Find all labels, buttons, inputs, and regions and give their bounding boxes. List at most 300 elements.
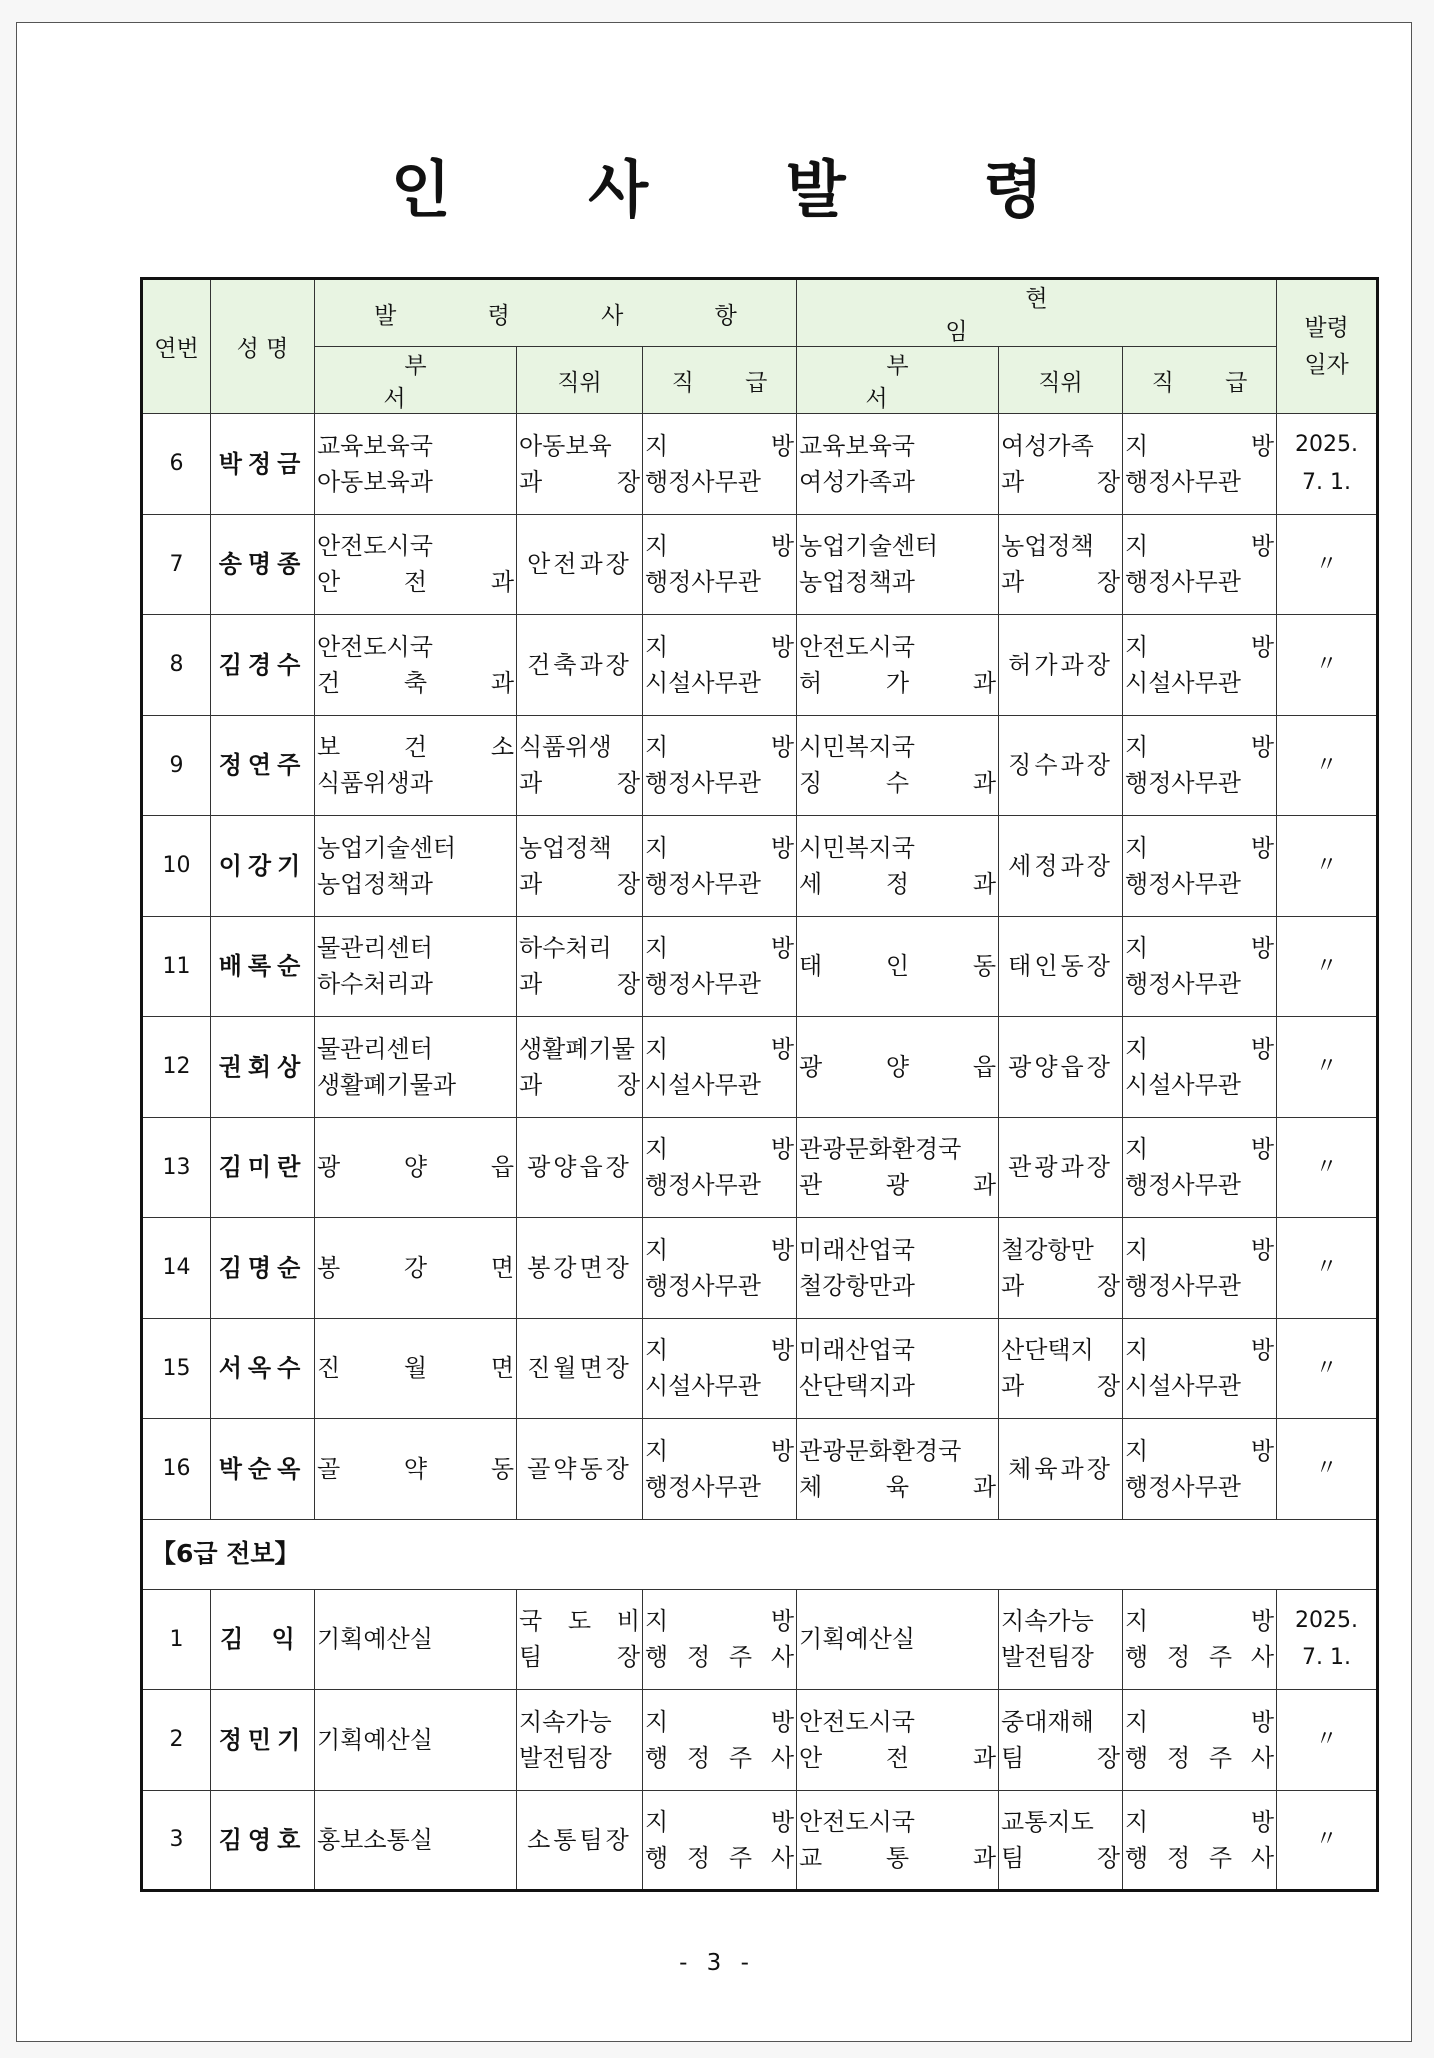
order-dept	[315, 715, 517, 816]
table-row	[142, 414, 1378, 515]
order-position	[517, 414, 643, 515]
order-dept-line: 안 전 과	[317, 568, 514, 597]
current-grade	[1123, 1017, 1277, 1118]
order-date-line: 2025.	[1295, 1607, 1359, 1633]
current-dept	[797, 816, 999, 917]
employee-name: 김명순	[211, 1218, 315, 1319]
current-position-line: 관광과장	[1008, 1153, 1113, 1182]
order-dept-line: 교육보육국	[317, 431, 433, 460]
order-date	[1277, 916, 1378, 1017]
current-position	[999, 715, 1123, 816]
table-row	[142, 1218, 1378, 1319]
order-dept	[315, 1017, 517, 1118]
order-grade-line: 행정사무관	[645, 467, 761, 496]
current-dept-line: 시민복지국	[799, 833, 915, 862]
current-position-line: 팀 장	[1001, 1743, 1121, 1772]
current-grade-line: 지 방	[1125, 1135, 1275, 1164]
order-grade-line: 지 방	[645, 833, 795, 862]
order-grade-line: 행정사무관	[645, 1171, 761, 1200]
current-grade-line: 지 방	[1125, 1336, 1275, 1365]
current-grade-line: 지 방	[1125, 532, 1275, 561]
current-position	[999, 916, 1123, 1017]
order-date-line: 〃	[1315, 652, 1338, 678]
order-position-line: 봉강면장	[527, 1253, 632, 1282]
order-grade	[643, 816, 797, 917]
document-title: 인 사 발 령	[390, 153, 1102, 226]
current-dept-line: 기획예산실	[799, 1625, 915, 1654]
order-position	[517, 514, 643, 615]
order-position-line: 하수처리	[519, 934, 612, 963]
order-position-line: 아동보육	[519, 431, 612, 460]
header-current-dept: 부 서	[797, 347, 999, 414]
employee-name: 송명종	[211, 514, 315, 615]
order-position-line: 발전팀장	[519, 1743, 612, 1772]
current-grade	[1123, 615, 1277, 716]
current-position	[999, 1017, 1123, 1118]
order-dept-line: 기획예산실	[317, 1725, 433, 1754]
current-position-line: 과 장	[1001, 1271, 1121, 1300]
current-grade-line: 행정사무관	[1125, 1472, 1241, 1501]
order-position-line: 국 도 비	[519, 1607, 640, 1636]
current-position	[999, 1218, 1123, 1319]
table-row	[142, 916, 1378, 1017]
employee-name: 박정금	[211, 414, 315, 515]
current-grade	[1123, 1318, 1277, 1419]
order-grade	[643, 715, 797, 816]
order-grade-line: 시설사무관	[645, 1372, 761, 1401]
current-dept-line: 철강항만과	[799, 1271, 915, 1300]
order-dept-line: 식품위생과	[317, 769, 433, 798]
current-grade	[1123, 916, 1277, 1017]
current-position	[999, 615, 1123, 716]
current-grade-line: 행 정 주 사	[1125, 1743, 1275, 1772]
order-dept-line: 안전도시국	[317, 532, 433, 561]
employee-name: 정연주	[211, 715, 315, 816]
order-date-line: 〃	[1315, 1154, 1338, 1180]
order-dept	[315, 1117, 517, 1218]
current-position	[999, 816, 1123, 917]
current-grade-line: 지 방	[1125, 833, 1275, 862]
order-position-line: 소통팀장	[527, 1825, 632, 1854]
row-number: 15	[142, 1318, 211, 1419]
current-position-line: 허가과장	[1008, 650, 1113, 679]
employee-name: 서옥수	[211, 1318, 315, 1419]
order-position-line: 팀 장	[519, 1643, 640, 1672]
current-grade	[1123, 414, 1277, 515]
table-row	[142, 615, 1378, 716]
employee-name: 권회상	[211, 1017, 315, 1118]
order-date-line: 〃	[1315, 1255, 1338, 1281]
order-position-line: 건축과장	[527, 650, 632, 679]
row-number: 3	[142, 1790, 211, 1891]
table-row	[142, 715, 1378, 816]
current-dept	[797, 916, 999, 1017]
order-position-line: 과 장	[519, 1070, 640, 1099]
current-dept	[797, 615, 999, 716]
table-row	[142, 1017, 1378, 1118]
current-dept-line: 태 인 동	[799, 952, 997, 981]
order-position-line: 식품위생	[519, 733, 612, 762]
current-position-line: 여성가족	[1001, 431, 1094, 460]
order-grade-line: 지 방	[645, 431, 795, 460]
section-heading-row	[142, 1519, 1378, 1589]
order-grade-line: 지 방	[645, 1807, 795, 1836]
row-number: 1	[142, 1589, 211, 1690]
order-dept-line: 농업기술센터	[317, 833, 457, 862]
current-dept-line: 안전도시국	[799, 1707, 915, 1736]
order-dept-line: 물관리센터	[317, 934, 433, 963]
order-grade	[643, 1690, 797, 1791]
order-date-line: 〃	[1315, 752, 1338, 778]
current-grade	[1123, 1690, 1277, 1791]
order-dept-line: 홍보소통실	[317, 1825, 433, 1854]
order-grade-line: 행 정 주 사	[645, 1843, 795, 1872]
current-position-line: 과 장	[1001, 568, 1121, 597]
order-grade-line: 행정사무관	[645, 869, 761, 898]
current-grade	[1123, 514, 1277, 615]
order-grade	[643, 916, 797, 1017]
current-grade-line: 지 방	[1125, 1436, 1275, 1465]
current-grade-line: 지 방	[1125, 431, 1275, 460]
order-grade-line: 지 방	[645, 1235, 795, 1264]
current-dept-line: 미래산업국	[799, 1235, 915, 1264]
order-date	[1277, 615, 1378, 716]
current-dept	[797, 1218, 999, 1319]
row-number: 14	[142, 1218, 211, 1319]
order-grade-line: 지 방	[645, 934, 795, 963]
current-dept-line: 체 육 과	[799, 1472, 997, 1501]
current-dept-line: 안전도시국	[799, 632, 915, 661]
header-order-grade: 직 급	[643, 347, 797, 414]
order-date	[1277, 715, 1378, 816]
current-grade-line: 시설사무관	[1125, 1070, 1241, 1099]
order-dept-line: 농업정책과	[317, 869, 433, 898]
order-grade	[643, 1117, 797, 1218]
current-grade-line: 행정사무관	[1125, 467, 1241, 496]
order-date	[1277, 816, 1378, 917]
order-date	[1277, 1017, 1378, 1118]
order-dept	[315, 514, 517, 615]
current-position-line: 광양읍장	[1008, 1052, 1113, 1081]
header-current: 현 임	[797, 279, 1277, 347]
order-date-line: 〃	[1315, 853, 1338, 879]
header-date-line: 일자	[1304, 351, 1349, 378]
order-grade-line: 지 방	[645, 1336, 795, 1365]
order-date-line: 〃	[1315, 1355, 1338, 1381]
order-grade	[643, 1589, 797, 1690]
order-date-line: 〃	[1315, 1727, 1338, 1753]
current-dept-line: 교 통 과	[799, 1843, 997, 1872]
current-dept	[797, 1690, 999, 1791]
order-grade-line: 시설사무관	[645, 668, 761, 697]
order-date-line: 2025.	[1295, 432, 1359, 458]
current-dept-line: 징 수 과	[799, 769, 997, 798]
current-dept-line: 허 가 과	[799, 668, 997, 697]
current-dept-line: 안전도시국	[799, 1807, 915, 1836]
row-number: 7	[142, 514, 211, 615]
order-dept-line: 물관리센터	[317, 1034, 433, 1063]
order-dept-line: 아동보육과	[317, 467, 433, 496]
current-dept-line: 관광문화환경국	[799, 1436, 962, 1465]
order-date	[1277, 514, 1378, 615]
header-date	[1277, 279, 1378, 414]
order-date-line: 7. 1.	[1302, 469, 1352, 495]
current-grade-line: 지 방	[1125, 1235, 1275, 1264]
header-name: 성 명	[211, 279, 315, 414]
current-dept-line: 관 광 과	[799, 1171, 997, 1200]
current-position	[999, 1790, 1123, 1891]
current-position	[999, 414, 1123, 515]
current-grade-line: 행 정 주 사	[1125, 1843, 1275, 1872]
current-position-line: 과 장	[1001, 467, 1121, 496]
order-position	[517, 1589, 643, 1690]
current-dept	[797, 715, 999, 816]
order-dept	[315, 1419, 517, 1520]
order-grade-line: 행 정 주 사	[645, 1643, 795, 1672]
order-grade-line: 지 방	[645, 532, 795, 561]
row-number: 16	[142, 1419, 211, 1520]
order-grade-line: 지 방	[645, 1135, 795, 1164]
order-grade	[643, 414, 797, 515]
header-no: 연번	[142, 279, 211, 414]
order-grade	[643, 1318, 797, 1419]
current-dept	[797, 514, 999, 615]
order-date-line: 〃	[1315, 953, 1338, 979]
current-grade-line: 행 정 주 사	[1125, 1643, 1275, 1672]
current-position-line: 중대재해	[1001, 1707, 1094, 1736]
order-date	[1277, 1218, 1378, 1319]
order-grade	[643, 1790, 797, 1891]
order-position-line: 과 장	[519, 769, 640, 798]
order-position-line: 지속가능	[519, 1707, 612, 1736]
header-order-dept: 부 서	[315, 347, 517, 414]
order-dept-line: 골 약 동	[317, 1454, 514, 1483]
current-grade	[1123, 1790, 1277, 1891]
header-current-position: 직위	[999, 347, 1123, 414]
order-grade-line: 지 방	[645, 1436, 795, 1465]
employee-name: 김영호	[211, 1790, 315, 1891]
current-grade-line: 지 방	[1125, 1807, 1275, 1836]
order-dept-line: 안전도시국	[317, 632, 433, 661]
order-grade	[643, 1017, 797, 1118]
order-dept-line: 보 건 소	[317, 733, 514, 762]
current-grade-line: 행정사무관	[1125, 869, 1241, 898]
order-dept-line: 건 축 과	[317, 668, 514, 697]
current-dept-line: 관광문화환경국	[799, 1135, 962, 1164]
current-dept	[797, 1790, 999, 1891]
current-position-line: 세정과장	[1008, 851, 1113, 880]
order-grade	[643, 1419, 797, 1520]
row-number: 12	[142, 1017, 211, 1118]
order-grade-line: 지 방	[645, 1034, 795, 1063]
table-row	[142, 1117, 1378, 1218]
current-position-line: 과 장	[1001, 1372, 1121, 1401]
current-grade-line: 행정사무관	[1125, 1171, 1241, 1200]
current-dept-line: 시민복지국	[799, 733, 915, 762]
row-number: 9	[142, 715, 211, 816]
current-dept-line: 세 정 과	[799, 869, 997, 898]
order-grade-line: 행 정 주 사	[645, 1743, 795, 1772]
order-position	[517, 715, 643, 816]
order-position-line: 생활폐기물	[519, 1034, 635, 1063]
current-position-line: 교통지도	[1001, 1807, 1094, 1836]
current-dept-line: 농업기술센터	[799, 532, 939, 561]
current-position-line: 지속가능	[1001, 1607, 1094, 1636]
order-dept	[315, 414, 517, 515]
order-dept	[315, 1790, 517, 1891]
order-dept-line: 진 월 면	[317, 1354, 514, 1383]
order-date	[1277, 1690, 1378, 1791]
current-grade-line: 행정사무관	[1125, 970, 1241, 999]
order-grade	[643, 1218, 797, 1319]
personnel-order-table	[140, 277, 1379, 1892]
order-grade-line: 행정사무관	[645, 568, 761, 597]
order-dept	[315, 1690, 517, 1791]
row-number: 6	[142, 414, 211, 515]
employee-name: 박순옥	[211, 1419, 315, 1520]
current-grade	[1123, 715, 1277, 816]
current-grade	[1123, 1419, 1277, 1520]
order-position	[517, 1318, 643, 1419]
current-dept-line: 산단택지과	[799, 1372, 915, 1401]
order-grade-line: 지 방	[645, 632, 795, 661]
order-dept	[315, 816, 517, 917]
current-position	[999, 1419, 1123, 1520]
current-grade-line: 시설사무관	[1125, 668, 1241, 697]
current-grade-line: 행정사무관	[1125, 1271, 1241, 1300]
order-dept	[315, 1318, 517, 1419]
order-dept	[315, 615, 517, 716]
order-grade-line: 행정사무관	[645, 1271, 761, 1300]
table-row	[142, 1790, 1378, 1891]
order-position-line: 과 장	[519, 467, 640, 496]
order-grade-line: 행정사무관	[645, 970, 761, 999]
current-grade-line: 지 방	[1125, 1034, 1275, 1063]
order-date-line: 7. 1.	[1302, 1645, 1352, 1671]
current-position	[999, 1690, 1123, 1791]
page-number: - 3 -	[679, 1950, 755, 1976]
current-dept	[797, 1589, 999, 1690]
order-date-line: 〃	[1315, 1827, 1338, 1853]
current-dept	[797, 1318, 999, 1419]
order-position-line: 진월면장	[527, 1354, 632, 1383]
header-order-position: 직위	[517, 347, 643, 414]
table-row	[142, 1318, 1378, 1419]
order-position	[517, 615, 643, 716]
row-number: 2	[142, 1690, 211, 1791]
order-date-line: 〃	[1315, 1456, 1338, 1482]
row-number: 13	[142, 1117, 211, 1218]
current-position-line: 산단택지	[1001, 1336, 1094, 1365]
current-position-line: 징수과장	[1008, 751, 1113, 780]
order-grade-line: 지 방	[645, 1607, 795, 1636]
employee-name: 김 익	[211, 1589, 315, 1690]
table-row	[142, 514, 1378, 615]
current-grade-line: 지 방	[1125, 934, 1275, 963]
table-row	[142, 1419, 1378, 1520]
order-date	[1277, 1589, 1378, 1690]
current-grade-line: 지 방	[1125, 1607, 1275, 1636]
order-grade-line: 행정사무관	[645, 1472, 761, 1501]
current-position-line: 발전팀장	[1001, 1643, 1094, 1672]
current-grade	[1123, 816, 1277, 917]
order-date-line: 〃	[1315, 551, 1338, 577]
current-grade	[1123, 1589, 1277, 1690]
order-grade	[643, 514, 797, 615]
order-dept-line: 봉 강 면	[317, 1253, 514, 1282]
current-grade-line: 지 방	[1125, 632, 1275, 661]
current-dept-line: 여성가족과	[799, 467, 915, 496]
order-position	[517, 816, 643, 917]
order-position	[517, 1419, 643, 1520]
order-position	[517, 1218, 643, 1319]
current-position-line: 철강항만	[1001, 1235, 1094, 1264]
order-dept-line: 하수처리과	[317, 970, 433, 999]
current-dept	[797, 414, 999, 515]
table-row	[142, 1589, 1378, 1690]
current-grade	[1123, 1117, 1277, 1218]
current-position	[999, 1589, 1123, 1690]
order-position	[517, 1790, 643, 1891]
order-grade	[643, 615, 797, 716]
current-position	[999, 1117, 1123, 1218]
current-position	[999, 1318, 1123, 1419]
order-dept	[315, 1589, 517, 1690]
current-position-line: 팀 장	[1001, 1843, 1121, 1872]
employee-name: 정민기	[211, 1690, 315, 1791]
order-position-line: 광양읍장	[527, 1153, 632, 1182]
current-grade-line: 행정사무관	[1125, 568, 1241, 597]
order-grade-line: 지 방	[645, 1707, 795, 1736]
header-current-grade: 직 급	[1123, 347, 1277, 414]
current-grade-line: 지 방	[1125, 733, 1275, 762]
employee-name: 이강기	[211, 816, 315, 917]
row-number: 10	[142, 816, 211, 917]
section-label: 【6급 전보】	[142, 1519, 1378, 1589]
current-grade-line: 시설사무관	[1125, 1372, 1241, 1401]
order-position-line: 농업정책	[519, 833, 612, 862]
current-dept	[797, 1017, 999, 1118]
order-date-line: 〃	[1315, 1054, 1338, 1080]
order-position-line: 안전과장	[527, 550, 632, 579]
order-grade-line: 시설사무관	[645, 1070, 761, 1099]
order-date	[1277, 1790, 1378, 1891]
table-row	[142, 1690, 1378, 1791]
order-dept	[315, 916, 517, 1017]
order-date	[1277, 1419, 1378, 1520]
order-dept-line: 생활폐기물과	[317, 1070, 457, 1099]
current-dept-line: 안 전 과	[799, 1743, 997, 1772]
current-dept-line: 농업정책과	[799, 568, 915, 597]
order-date	[1277, 414, 1378, 515]
order-position	[517, 1017, 643, 1118]
header-order: 발 령 사 항	[315, 279, 797, 347]
current-dept-line: 미래산업국	[799, 1336, 915, 1365]
order-position-line: 과 장	[519, 869, 640, 898]
current-dept	[797, 1117, 999, 1218]
order-position	[517, 1117, 643, 1218]
current-grade-line: 지 방	[1125, 1707, 1275, 1736]
current-grade	[1123, 1218, 1277, 1319]
row-number: 8	[142, 615, 211, 716]
current-dept	[797, 1419, 999, 1520]
header-date-line: 발령	[1304, 314, 1349, 341]
order-position	[517, 916, 643, 1017]
employee-name: 김경수	[211, 615, 315, 716]
order-position-line: 과 장	[519, 970, 640, 999]
current-position	[999, 514, 1123, 615]
order-grade-line: 지 방	[645, 733, 795, 762]
